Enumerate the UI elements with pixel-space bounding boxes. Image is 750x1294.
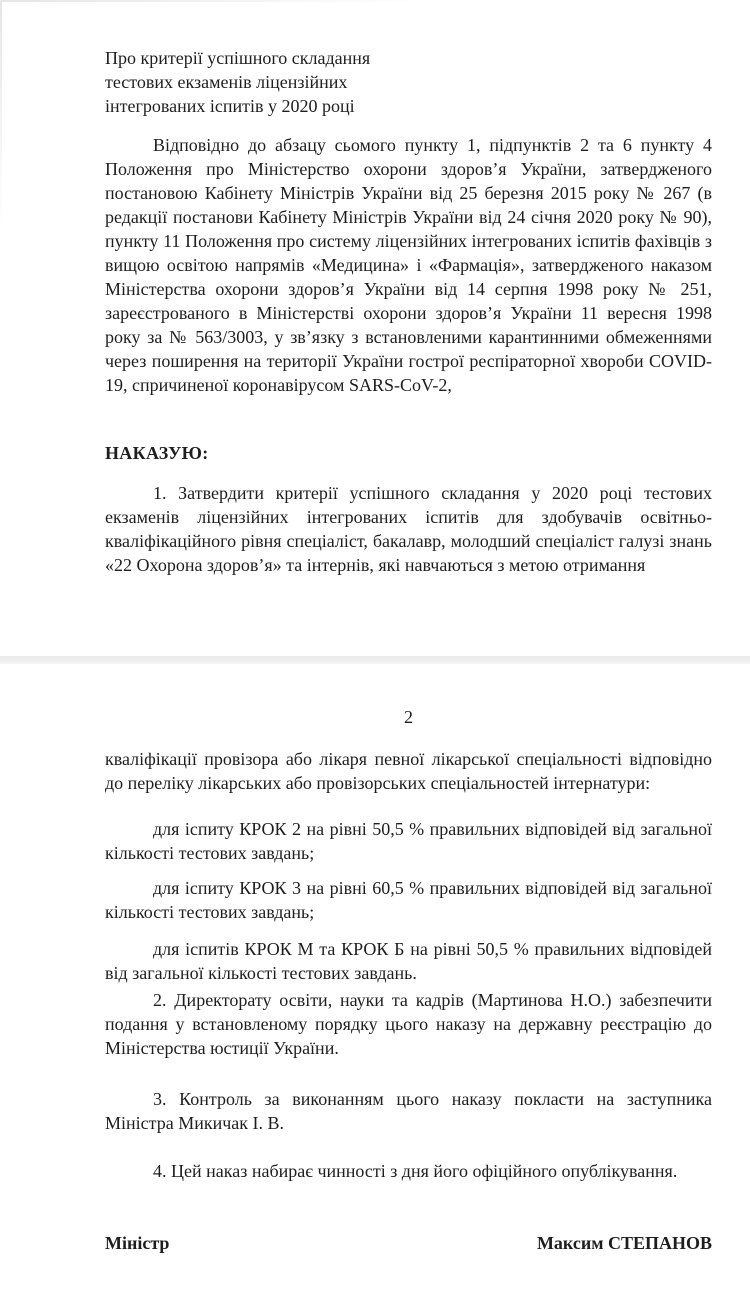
scan-edge-left-artifact [0, 0, 2, 230]
subject-line-2: тестових екзаменів ліцензійних [105, 72, 348, 92]
order-subject [105, 46, 535, 118]
order-item-2: 2. Директорату освіти, науки та кадрів (Мартинова Н.О.) забезпечити подання у встановленому порядку цього наказу на державну реєстрацію до Міністерства юстиції України. [105, 990, 712, 1058]
order-item-4: 4. Цей наказ набирає чинності з дня його офіційного опублікування. [153, 1161, 678, 1181]
preamble-paragraph: Відповідно до абзацу сьомого пункту 1, підпунктів 2 та 6 пункту 4 Положення про Міністерство охорони здоров’я України, затвердженого постановою Кабінету Міністрів України від 25 березня 2015 року № 267 (в редакції постанови Кабінету Міністрів України від 24 січня 2020 року № 90), пункту 11 Положення про систему ліцензійних інтегрованих іспитів фахівців з вищою освітою напрямів «Медицина» і «Фармація», затвердженого наказом Міністерства охорони здоров’я України від 14 серпня 1998 року № 251, зареєстрованого в Міністерстві охорони здоров’я України 11 вересня 1998 року за № 563/3003, у зв’язку з встановленими карантинними обмеженнями через поширення на території України гострої респіраторної хвороби COVID-19, спричиненої коронавірусом SARS-CoV-2, [105, 135, 712, 395]
order-item-1-continuation: кваліфікації провізора або лікаря певної лікарської спеціальності відповідно до переліку лікарських або провізорських спеціальностей інтернатури: [105, 749, 712, 793]
criterion-krok-2: для іспиту КРОК 2 на рівні 50,5 % правильних відповідей від загальної кількості тестових завдань; [105, 819, 712, 863]
order-item-1: 1. Затвердити критерії успішного складання у 2020 році тестових екзаменів ліцензійних інтегрованих іспитів для здобувачів освітньо-кваліфікаційного рівня спеціаліст, бакалавр, молодший спеціаліст галузі знань «22 Охорона здоров’я» та інтернів, які навчаються з метою отримання [105, 483, 712, 575]
page-2 [0, 664, 750, 1294]
signature-title: Міністр [105, 1233, 170, 1253]
signature-name: Максим СТЕПАНОВ [536, 1233, 712, 1253]
subject-line-3: інтегрованих іспитів у 2020 році [105, 96, 355, 116]
criterion-krok-m-b: для іспитів КРОК М та КРОК Б на рівні 50,5 % правильних відповідей від загальної кількості тестових завдань. [105, 939, 712, 983]
subject-line-1: Про критерії успішного складання [105, 48, 371, 68]
order-heading: НАКАЗУЮ: [105, 443, 209, 463]
page-divider [0, 656, 750, 664]
signature-row [105, 1231, 712, 1255]
order-item-3: 3. Контроль за виконанням цього наказу покласти на заступника Міністра Микичак І. В. [105, 1089, 712, 1133]
scan-edge-top-artifact [0, 0, 430, 2]
criterion-krok-3: для іспиту КРОК 3 на рівні 60,5 % правильних відповідей від загальної кількості тестових завдань; [105, 878, 712, 922]
page-number: 2 [404, 707, 413, 727]
